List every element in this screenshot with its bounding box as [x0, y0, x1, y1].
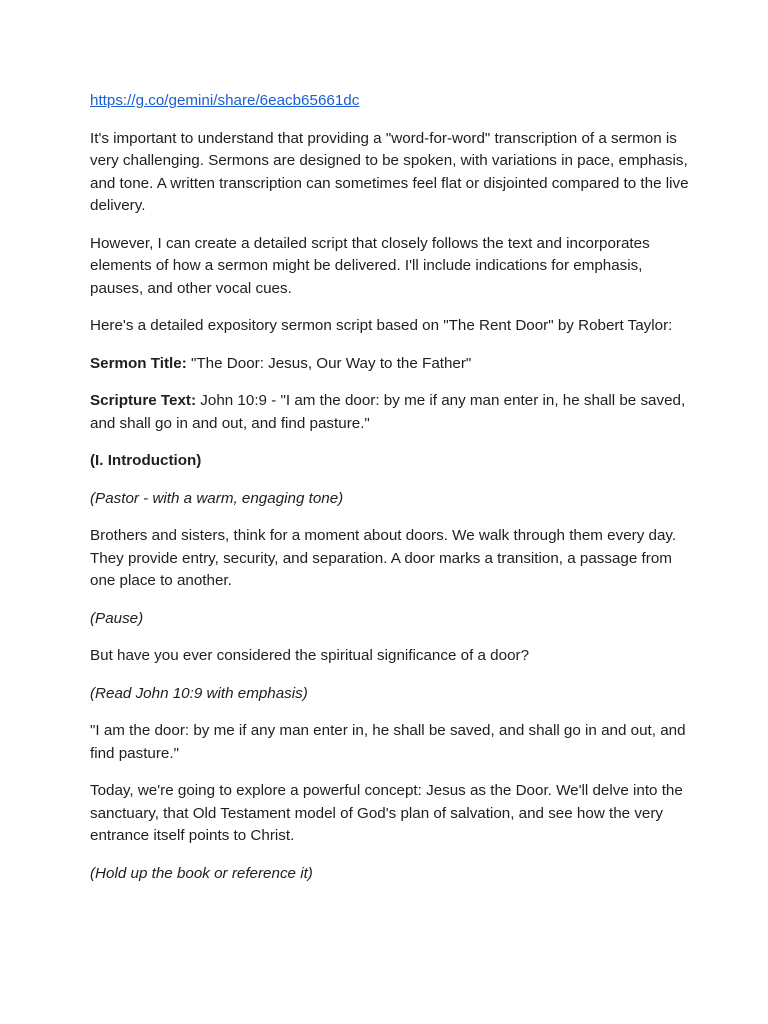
- sermon-paragraph-1: Brothers and sisters, think for a moment about doors. We walk through them every day. They provide entry, security, and separation. A door marks a transition, a passage from one place to another.: [90, 527, 677, 589]
- sermon-title-value: "The Door: Jesus, Our Way to the Father": [186, 354, 472, 372]
- stage-cue-3: (Read John 10:9 with emphasis): [90, 684, 308, 702]
- stage-cue-1: (Pastor - with a warm, engaging tone): [90, 489, 344, 507]
- share-link[interactable]: https://g.co/gemini/share/6eacb65661dc: [90, 92, 360, 109]
- scripture-label: Scripture Text:: [90, 392, 197, 409]
- scripture-line: [90, 390, 690, 435]
- scripture-value: John 10:9 - "I am the door: by me if any man enter in, he shall be saved, and shall go in and out, and find pasture.": [90, 392, 686, 432]
- sermon-title-line: [90, 353, 690, 376]
- document-page: [90, 90, 690, 900]
- intro-paragraph-1: It's important to understand that providing a "word-for-word" transcription of a sermon is very challenging. Sermons are designed to be spoken, with variations in pace, emphasis, and tone. A written transcription can sometimes feel flat or disjointed compared to the live delivery.: [90, 129, 689, 214]
- intro-paragraph-2: However, I can create a detailed script that closely follows the text and incorporates elements of how a sermon might be delivered. I'll include indications for emphasis, pauses, and other vocal cues.: [90, 234, 650, 297]
- sermon-title-label: Sermon Title:: [90, 354, 187, 372]
- share-link-paragraph: [90, 90, 690, 113]
- sermon-paragraph-2: But have you ever considered the spiritual significance of a door?: [90, 647, 530, 664]
- section-heading: (I. Introduction): [90, 452, 202, 469]
- stage-cue-2: (Pause): [90, 609, 144, 627]
- sermon-paragraph-3: Today, we're going to explore a powerful concept: Jesus as the Door. We'll delve into the sanctuary, that Old Testament model of God's plan of salvation, and see how the very entrance itself points to Christ.: [90, 782, 683, 844]
- scripture-quote: "I am the door: by me if any man enter in, he shall be saved, and shall go in and out, and find pasture.": [90, 722, 686, 762]
- stage-cue-4: (Hold up the book or reference it): [90, 864, 313, 882]
- intro-paragraph-3: Here's a detailed expository sermon script based on "The Rent Door" by Robert Taylor:: [90, 317, 673, 334]
